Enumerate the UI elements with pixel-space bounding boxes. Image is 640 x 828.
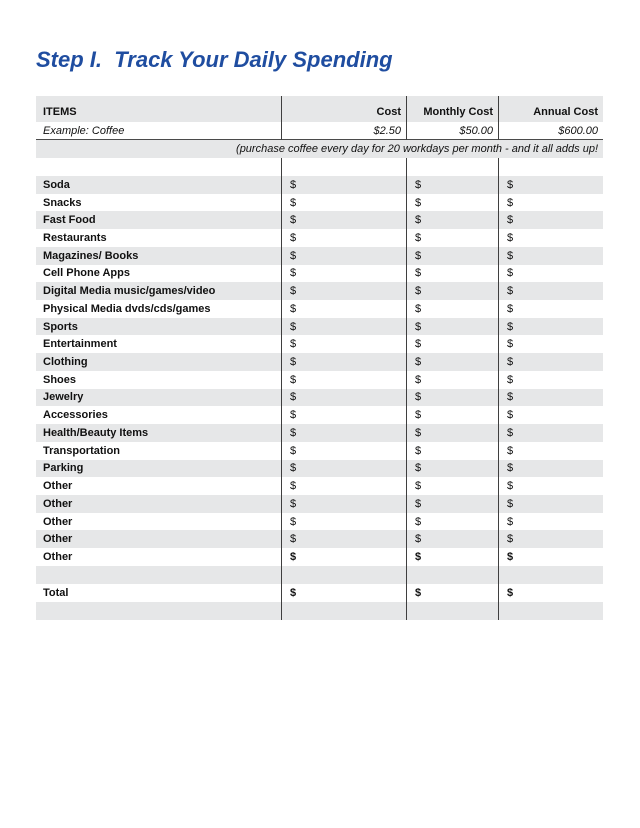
cost-cell: $ <box>290 533 297 546</box>
item-label: Other <box>43 550 73 563</box>
header-annual-cost: Annual Cost <box>533 106 598 118</box>
month-cell: $ <box>415 232 422 245</box>
item-label: Magazines/ Books <box>43 249 139 262</box>
page-title: Step I. Track Your Daily Spending <box>36 47 393 72</box>
table-row <box>36 477 603 495</box>
example-annual-cost: $600.00 <box>558 124 598 137</box>
empty-row <box>36 566 603 584</box>
cost-cell: $ <box>290 232 297 245</box>
item-label: Entertainment <box>43 338 117 351</box>
month-cell: $ <box>415 533 422 546</box>
annual-cell: $ <box>507 214 514 227</box>
table-row <box>36 300 603 318</box>
item-label: Sports <box>43 320 78 333</box>
annual-cell: $ <box>507 320 514 333</box>
table-row <box>36 318 603 336</box>
table-row <box>36 424 603 442</box>
item-label: Other <box>43 480 73 493</box>
cost-cell: $ <box>290 444 297 457</box>
item-label: Shoes <box>43 373 77 386</box>
annual-cell: $ <box>507 373 514 386</box>
example-monthly-cost: $50.00 <box>459 124 493 137</box>
item-label: Other <box>43 497 73 510</box>
item-label: Parking <box>43 462 84 475</box>
cost-cell: $ <box>290 462 297 475</box>
gap-row <box>36 158 603 176</box>
table-row <box>36 406 603 424</box>
annual-cell: $ <box>507 338 514 351</box>
table-row <box>36 460 603 478</box>
example-label: Example: Coffee <box>43 124 125 137</box>
annual-cell: $ <box>507 267 514 280</box>
item-label: Transportation <box>43 444 121 457</box>
month-cell: $ <box>415 285 422 298</box>
annual-cell: $ <box>507 480 514 493</box>
cost-cell: $ <box>290 196 297 209</box>
table-row <box>36 353 603 371</box>
total-label: Total <box>43 586 69 599</box>
table-row <box>36 211 603 229</box>
item-label: Jewelry <box>43 391 84 404</box>
table-row <box>36 371 603 389</box>
column-divider <box>281 158 282 620</box>
table-row <box>36 513 603 531</box>
annual-cell: $ <box>507 444 514 457</box>
cost-cell: $ <box>290 302 297 315</box>
item-label: Other <box>43 533 73 546</box>
cost-cell: $ <box>290 338 297 351</box>
month-cell: $ <box>415 373 422 386</box>
item-label: Physical Media dvds/cds/games <box>43 302 211 315</box>
cost-cell: $ <box>290 373 297 386</box>
cost-cell: $ <box>290 214 297 227</box>
annual-cell: $ <box>507 285 514 298</box>
annual-cell: $ <box>507 515 514 528</box>
item-label: Digital Media music/games/video <box>43 285 216 298</box>
cost-cell: $ <box>290 320 297 333</box>
table-row <box>36 194 603 212</box>
item-label: Accessories <box>43 409 108 422</box>
month-cell: $ <box>415 497 422 510</box>
cost-cell: $ <box>290 409 297 422</box>
annual-cell: $ <box>507 249 514 262</box>
column-divider <box>498 158 499 620</box>
annual-cell: $ <box>507 533 514 546</box>
item-label: Cell Phone Apps <box>43 267 130 280</box>
item-rows <box>36 176 603 566</box>
total-row <box>36 584 603 602</box>
total-annual-cell: $ <box>507 586 514 599</box>
table-row <box>36 389 603 407</box>
month-cell: $ <box>415 178 422 191</box>
cost-cell: $ <box>290 285 297 298</box>
month-cell: $ <box>415 550 422 563</box>
spending-table <box>36 96 603 620</box>
annual-cell: $ <box>507 462 514 475</box>
item-label: Snacks <box>43 196 82 209</box>
cost-cell: $ <box>290 178 297 191</box>
item-label: Other <box>43 515 73 528</box>
month-cell: $ <box>415 409 422 422</box>
header-items: ITEMS <box>43 106 77 118</box>
item-label: Fast Food <box>43 214 96 227</box>
column-divider <box>498 96 499 140</box>
cost-cell: $ <box>290 249 297 262</box>
annual-cell: $ <box>507 302 514 315</box>
month-cell: $ <box>415 462 422 475</box>
month-cell: $ <box>415 426 422 439</box>
annual-cell: $ <box>507 497 514 510</box>
annual-cell: $ <box>507 196 514 209</box>
table-row <box>36 265 603 283</box>
item-label: Restaurants <box>43 232 107 245</box>
cost-cell: $ <box>290 356 297 369</box>
annual-cell: $ <box>507 178 514 191</box>
annual-cell: $ <box>507 232 514 245</box>
month-cell: $ <box>415 214 422 227</box>
header-cost: Cost <box>376 106 401 118</box>
cost-cell: $ <box>290 515 297 528</box>
month-cell: $ <box>415 444 422 457</box>
cost-cell: $ <box>290 426 297 439</box>
header-monthly-cost: Monthly Cost <box>423 106 493 118</box>
table-row <box>36 282 603 300</box>
item-label: Soda <box>43 178 70 191</box>
total-monthly-cell: $ <box>415 586 422 599</box>
table-header-row <box>36 96 603 122</box>
example-cost: $2.50 <box>373 124 401 137</box>
item-label: Clothing <box>43 356 88 369</box>
month-cell: $ <box>415 249 422 262</box>
column-divider <box>406 158 407 620</box>
empty-row <box>36 602 603 620</box>
table-row <box>36 229 603 247</box>
table-row <box>36 247 603 265</box>
cost-cell: $ <box>290 267 297 280</box>
month-cell: $ <box>415 356 422 369</box>
month-cell: $ <box>415 267 422 280</box>
note-row <box>36 140 603 158</box>
annual-cell: $ <box>507 409 514 422</box>
month-cell: $ <box>415 480 422 493</box>
cost-cell: $ <box>290 480 297 493</box>
example-row <box>36 122 603 140</box>
month-cell: $ <box>415 196 422 209</box>
cost-cell: $ <box>290 497 297 510</box>
annual-cell: $ <box>507 356 514 369</box>
month-cell: $ <box>415 515 422 528</box>
table-row <box>36 442 603 460</box>
month-cell: $ <box>415 338 422 351</box>
table-row <box>36 548 603 566</box>
month-cell: $ <box>415 391 422 404</box>
annual-cell: $ <box>507 391 514 404</box>
total-cost-cell: $ <box>290 586 297 599</box>
cost-cell: $ <box>290 391 297 404</box>
table-row <box>36 176 603 194</box>
month-cell: $ <box>415 302 422 315</box>
annual-cell: $ <box>507 550 514 563</box>
annual-cell: $ <box>507 426 514 439</box>
table-row <box>36 495 603 513</box>
column-divider <box>406 96 407 140</box>
cost-cell: $ <box>290 550 297 563</box>
month-cell: $ <box>415 320 422 333</box>
item-label: Health/Beauty Items <box>43 426 149 439</box>
column-divider <box>281 96 282 140</box>
table-row <box>36 335 603 353</box>
table-row <box>36 530 603 548</box>
note-text: (purchase coffee every day for 20 workdays per month - and it all adds up! <box>236 143 598 155</box>
